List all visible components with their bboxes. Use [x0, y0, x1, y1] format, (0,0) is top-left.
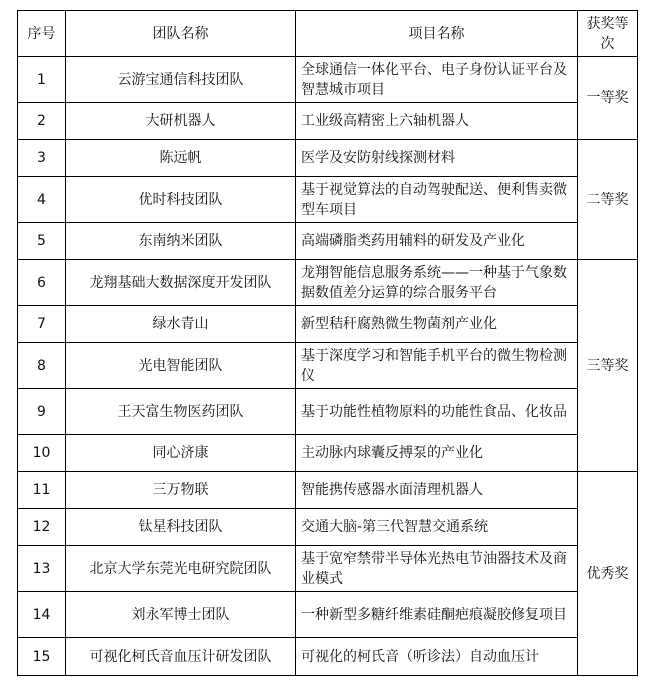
table-row — [18, 260, 638, 306]
award-first: 一等奖 — [578, 57, 638, 140]
table-row — [18, 343, 638, 389]
project-name: 龙翔智能信息服务系统——一种基于气象数据数值差分运算的综合服务平台 — [296, 260, 578, 306]
team-name: 龙翔基础大数据深度开发团队 — [66, 260, 296, 306]
header-award: 获奖等次 — [578, 11, 638, 57]
row-num: 4 — [18, 177, 66, 223]
table-row — [18, 472, 638, 509]
header-team: 团队名称 — [66, 11, 296, 57]
team-name: 刘永军博士团队 — [66, 592, 296, 638]
table-row — [18, 638, 638, 676]
table-row — [18, 435, 638, 472]
project-name: 可视化的柯氏音（听诊法）自动血压计 — [296, 638, 578, 676]
header-project: 项目名称 — [296, 11, 578, 57]
team-name: 光电智能团队 — [66, 343, 296, 389]
project-name: 医学及安防射线探测材料 — [296, 140, 578, 177]
table-row — [18, 177, 638, 223]
project-name: 一种新型多糖纤维素硅酮疤痕凝胶修复项目 — [296, 592, 578, 638]
project-name: 交通大脑-第三代智慧交通系统 — [296, 509, 578, 546]
row-num: 1 — [18, 57, 66, 103]
team-name: 大研机器人 — [66, 103, 296, 140]
row-num: 12 — [18, 509, 66, 546]
team-name: 可视化柯氏音血压计研发团队 — [66, 638, 296, 676]
team-name: 东南纳米团队 — [66, 223, 296, 260]
table-row — [18, 57, 638, 103]
table-row — [18, 306, 638, 343]
project-name: 全球通信一体化平台、电子身份认证平台及智慧城市项目 — [296, 57, 578, 103]
table-row — [18, 592, 638, 638]
row-num: 2 — [18, 103, 66, 140]
team-name: 优时科技团队 — [66, 177, 296, 223]
project-name: 基于宽窄禁带半导体光热电节油器技术及商业模式 — [296, 546, 578, 592]
team-name: 北京大学东莞光电研究院团队 — [66, 546, 296, 592]
row-num: 9 — [18, 389, 66, 435]
row-num: 11 — [18, 472, 66, 509]
row-num: 14 — [18, 592, 66, 638]
team-name: 陈远帆 — [66, 140, 296, 177]
table-row — [18, 103, 638, 140]
award-second: 二等奖 — [578, 140, 638, 260]
table-row — [18, 546, 638, 592]
header-row — [18, 11, 638, 57]
team-name: 绿水青山 — [66, 306, 296, 343]
table-row — [18, 389, 638, 435]
row-num: 7 — [18, 306, 66, 343]
project-name: 新型秸秆腐熟微生物菌剂产业化 — [296, 306, 578, 343]
project-name: 工业级高精密上六轴机器人 — [296, 103, 578, 140]
row-num: 10 — [18, 435, 66, 472]
row-num: 3 — [18, 140, 66, 177]
table-row — [18, 223, 638, 260]
awards-table — [17, 10, 638, 676]
row-num: 6 — [18, 260, 66, 306]
project-name: 高端磷脂类药用辅料的研发及产业化 — [296, 223, 578, 260]
team-name: 云游宝通信科技团队 — [66, 57, 296, 103]
team-name: 同心济康 — [66, 435, 296, 472]
project-name: 基于功能性植物原料的功能性食品、化妆品 — [296, 389, 578, 435]
award-third: 三等奖 — [578, 260, 638, 472]
team-name: 王天富生物医药团队 — [66, 389, 296, 435]
table-row — [18, 140, 638, 177]
row-num: 13 — [18, 546, 66, 592]
team-name: 钛星科技团队 — [66, 509, 296, 546]
project-name: 智能携传感器水面清理机器人 — [296, 472, 578, 509]
row-num: 5 — [18, 223, 66, 260]
award-excellent: 优秀奖 — [578, 472, 638, 676]
row-num: 15 — [18, 638, 66, 676]
project-name: 主动脉内球囊反搏泵的产业化 — [296, 435, 578, 472]
project-name: 基于深度学习和智能手机平台的微生物检测仪 — [296, 343, 578, 389]
project-name: 基于视觉算法的自动驾驶配送、便利售卖微型车项目 — [296, 177, 578, 223]
team-name: 三万物联 — [66, 472, 296, 509]
table-row — [18, 509, 638, 546]
header-num: 序号 — [18, 11, 66, 57]
row-num: 8 — [18, 343, 66, 389]
